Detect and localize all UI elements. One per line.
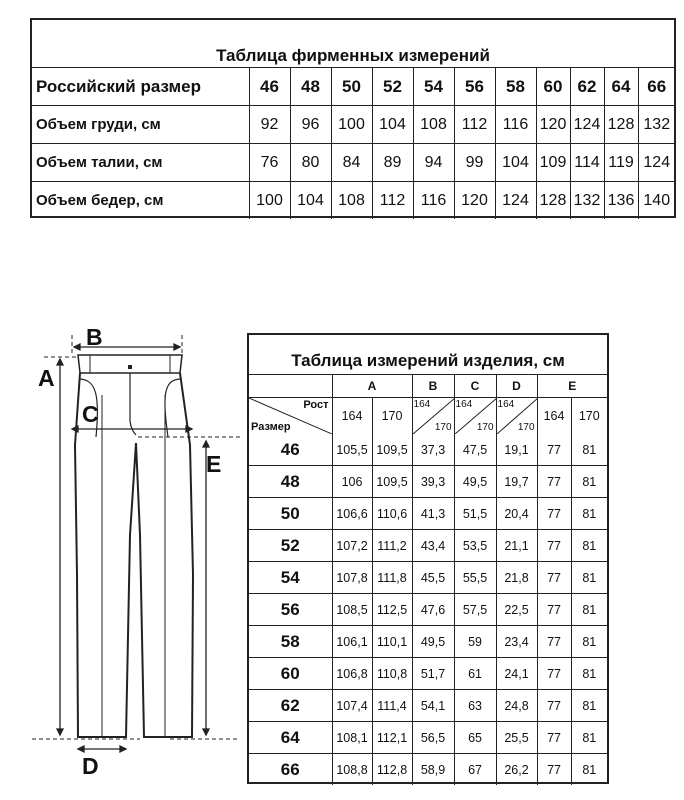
value-cell: 108,5	[332, 594, 372, 626]
chest-row	[32, 106, 675, 144]
value-cell: 22,5	[496, 594, 537, 626]
size-cell: 66	[638, 68, 675, 106]
table-row	[249, 434, 607, 466]
table-row	[249, 530, 607, 562]
table-row	[249, 626, 607, 658]
value-cell: 54,1	[412, 690, 454, 722]
label-a: A	[38, 365, 55, 391]
height-size-corner	[249, 398, 332, 435]
height-cell: 170	[372, 398, 412, 435]
value-cell: 110,6	[372, 498, 412, 530]
value-cell: 111,4	[372, 690, 412, 722]
value-cell: 77	[537, 754, 571, 786]
value-cell: 108	[413, 106, 454, 144]
value-cell: 108,1	[332, 722, 372, 754]
value-cell: 116	[495, 106, 536, 144]
table-row	[249, 754, 607, 786]
value-cell: 77	[537, 658, 571, 690]
table-row	[249, 562, 607, 594]
value-cell: 53,5	[454, 530, 496, 562]
row-label: Объем талии, см	[32, 144, 249, 182]
product-table-grid	[249, 375, 607, 785]
value-cell: 81	[571, 722, 607, 754]
value-cell: 107,4	[332, 690, 372, 722]
value-cell: 23,4	[496, 626, 537, 658]
size-cell: 48	[249, 466, 332, 498]
value-cell: 108	[331, 182, 372, 220]
group-c: C	[454, 375, 496, 398]
size-cell: 50	[249, 498, 332, 530]
hips-row	[32, 182, 675, 220]
value-cell: 110,8	[372, 658, 412, 690]
size-cell: 58	[495, 68, 536, 106]
value-cell: 81	[571, 594, 607, 626]
size-cell: 60	[249, 658, 332, 690]
value-cell: 106,6	[332, 498, 372, 530]
value-cell: 45,5	[412, 562, 454, 594]
value-cell: 106	[332, 466, 372, 498]
value-cell: 105,5	[332, 434, 372, 466]
size-cell: 58	[249, 626, 332, 658]
value-cell: 108,8	[332, 754, 372, 786]
value-cell: 114	[570, 144, 604, 182]
value-cell: 77	[537, 594, 571, 626]
value-cell: 109	[536, 144, 570, 182]
height-split-cell	[412, 398, 454, 435]
value-cell: 112,5	[372, 594, 412, 626]
brand-measurements-table	[30, 18, 676, 218]
height-cell: 164	[332, 398, 372, 435]
value-cell: 81	[571, 530, 607, 562]
value-cell: 81	[571, 626, 607, 658]
label-d: D	[82, 753, 99, 779]
product-measurements-table	[247, 333, 609, 784]
value-cell: 19,1	[496, 434, 537, 466]
table-row	[249, 658, 607, 690]
value-cell: 100	[249, 182, 290, 220]
value-cell: 112	[372, 182, 413, 220]
value-cell: 76	[249, 144, 290, 182]
split-upper: 164	[413, 399, 431, 410]
size-cell: 64	[249, 722, 332, 754]
value-cell: 99	[454, 144, 495, 182]
value-cell: 112	[454, 106, 495, 144]
brand-table-grid	[32, 68, 675, 219]
size-cell: 56	[454, 68, 495, 106]
value-cell: 111,2	[372, 530, 412, 562]
value-cell: 116	[413, 182, 454, 220]
value-cell: 77	[537, 562, 571, 594]
value-cell: 26,2	[496, 754, 537, 786]
group-e: E	[537, 375, 607, 398]
table-row	[249, 498, 607, 530]
split-upper: 164	[455, 399, 473, 410]
height-label: Рост	[303, 399, 329, 411]
value-cell: 77	[537, 434, 571, 466]
value-cell: 25,5	[496, 722, 537, 754]
value-cell: 81	[571, 562, 607, 594]
value-cell: 104	[495, 144, 536, 182]
value-cell: 24,1	[496, 658, 537, 690]
size-cell: 62	[570, 68, 604, 106]
value-cell: 81	[571, 466, 607, 498]
product-table-body	[249, 434, 607, 785]
corner-blank	[249, 375, 332, 398]
value-cell: 107,8	[332, 562, 372, 594]
value-cell: 61	[454, 658, 496, 690]
size-cell: 62	[249, 690, 332, 722]
brand-table-title: Таблица фирменных измерений	[32, 20, 674, 68]
value-cell: 89	[372, 144, 413, 182]
row-label: Объем груди, см	[32, 106, 249, 144]
brand-size-row	[32, 68, 675, 106]
table-row	[249, 466, 607, 498]
value-cell: 77	[537, 626, 571, 658]
size-cell: 46	[249, 434, 332, 466]
value-cell: 109,5	[372, 434, 412, 466]
value-cell: 77	[537, 498, 571, 530]
value-cell: 140	[643, 191, 671, 209]
table-row	[249, 690, 607, 722]
size-cell: 54	[413, 68, 454, 106]
value-cell: 106,8	[332, 658, 372, 690]
value-cell: 109,5	[372, 466, 412, 498]
value-cell: 59	[454, 626, 496, 658]
height-split-cell	[496, 398, 537, 435]
size-label: Размер	[251, 421, 291, 433]
value-cell: 21,1	[496, 530, 537, 562]
value-cell: 128	[536, 182, 570, 220]
value-cell: 96	[290, 106, 331, 144]
size-cell: 54	[249, 562, 332, 594]
value-cell: 67	[454, 754, 496, 786]
value-cell: 65	[454, 722, 496, 754]
product-table-title: Таблица измерений изделия, см	[249, 335, 607, 375]
group-a: A	[332, 375, 412, 398]
split-lower: 170	[517, 422, 535, 433]
column-group-row	[249, 375, 607, 398]
value-cell: 136	[604, 182, 638, 220]
value-cell: 81	[571, 434, 607, 466]
size-cell: 64	[604, 68, 638, 106]
value-cell: 120	[536, 106, 570, 144]
value-cell: 39,3	[412, 466, 454, 498]
group-d: D	[496, 375, 537, 398]
value-cell: 107,2	[332, 530, 372, 562]
value-cell: 80	[290, 144, 331, 182]
value-cell: 77	[537, 466, 571, 498]
value-cell: 132	[570, 182, 604, 220]
value-cell: 104	[290, 182, 331, 220]
value-cell: 94	[413, 144, 454, 182]
split-lower: 170	[476, 422, 494, 433]
value-cell: 21,8	[496, 562, 537, 594]
size-cell: 52	[249, 530, 332, 562]
label-b: B	[86, 324, 103, 350]
value-cell: 49,5	[412, 626, 454, 658]
value-cell: 81	[571, 658, 607, 690]
value-cell: 47,5	[454, 434, 496, 466]
value-cell: 81	[571, 498, 607, 530]
label-c: C	[82, 401, 99, 427]
height-cell: 170	[578, 409, 600, 423]
size-cell: 50	[331, 68, 372, 106]
size-header-label: Российский размер	[32, 68, 249, 106]
value-cell: 112,1	[372, 722, 412, 754]
value-cell: 77	[537, 690, 571, 722]
value-cell: 81	[582, 762, 597, 777]
table-row	[249, 722, 607, 754]
size-cell: 48	[290, 68, 331, 106]
value-cell: 19,7	[496, 466, 537, 498]
value-cell: 55,5	[454, 562, 496, 594]
value-cell: 106,1	[332, 626, 372, 658]
height-split-cell	[454, 398, 496, 435]
value-cell: 51,5	[454, 498, 496, 530]
row-label: Объем бедер, см	[32, 182, 249, 220]
value-cell: 77	[537, 530, 571, 562]
height-header-row	[249, 398, 607, 435]
height-cell: 164	[537, 398, 571, 435]
table-row	[249, 594, 607, 626]
value-cell: 92	[249, 106, 290, 144]
value-cell: 81	[571, 690, 607, 722]
value-cell: 124	[638, 144, 675, 182]
label-e: E	[206, 451, 222, 477]
value-cell: 111,8	[372, 562, 412, 594]
value-cell: 63	[454, 690, 496, 722]
value-cell: 49,5	[454, 466, 496, 498]
value-cell: 20,4	[496, 498, 537, 530]
value-cell: 77	[537, 722, 571, 754]
value-cell: 41,3	[412, 498, 454, 530]
size-cell: 56	[249, 594, 332, 626]
value-cell: 51,7	[412, 658, 454, 690]
pants-outline-drawing	[30, 325, 245, 790]
pants-measurement-diagram	[30, 325, 245, 790]
size-cell: 60	[536, 68, 570, 106]
value-cell: 100	[331, 106, 372, 144]
value-cell: 124	[495, 182, 536, 220]
value-cell: 24,8	[496, 690, 537, 722]
group-b: B	[412, 375, 454, 398]
value-cell: 119	[604, 144, 638, 182]
value-cell: 58,9	[412, 754, 454, 786]
value-cell: 84	[331, 144, 372, 182]
waist-row	[32, 144, 675, 182]
value-cell: 47,6	[412, 594, 454, 626]
value-cell: 112,8	[372, 754, 412, 786]
value-cell: 43,4	[412, 530, 454, 562]
value-cell: 57,5	[454, 594, 496, 626]
size-cell: 46	[249, 68, 290, 106]
value-cell: 120	[454, 182, 495, 220]
value-cell: 56,5	[412, 722, 454, 754]
value-cell: 124	[570, 106, 604, 144]
value-cell: 128	[604, 106, 638, 144]
value-cell: 132	[638, 106, 675, 144]
value-cell: 110,1	[372, 626, 412, 658]
split-upper: 164	[497, 399, 515, 410]
value-cell: 37,3	[412, 434, 454, 466]
size-cell: 66	[249, 754, 332, 786]
split-lower: 170	[434, 422, 452, 433]
value-cell: 104	[372, 106, 413, 144]
size-cell: 52	[372, 68, 413, 106]
